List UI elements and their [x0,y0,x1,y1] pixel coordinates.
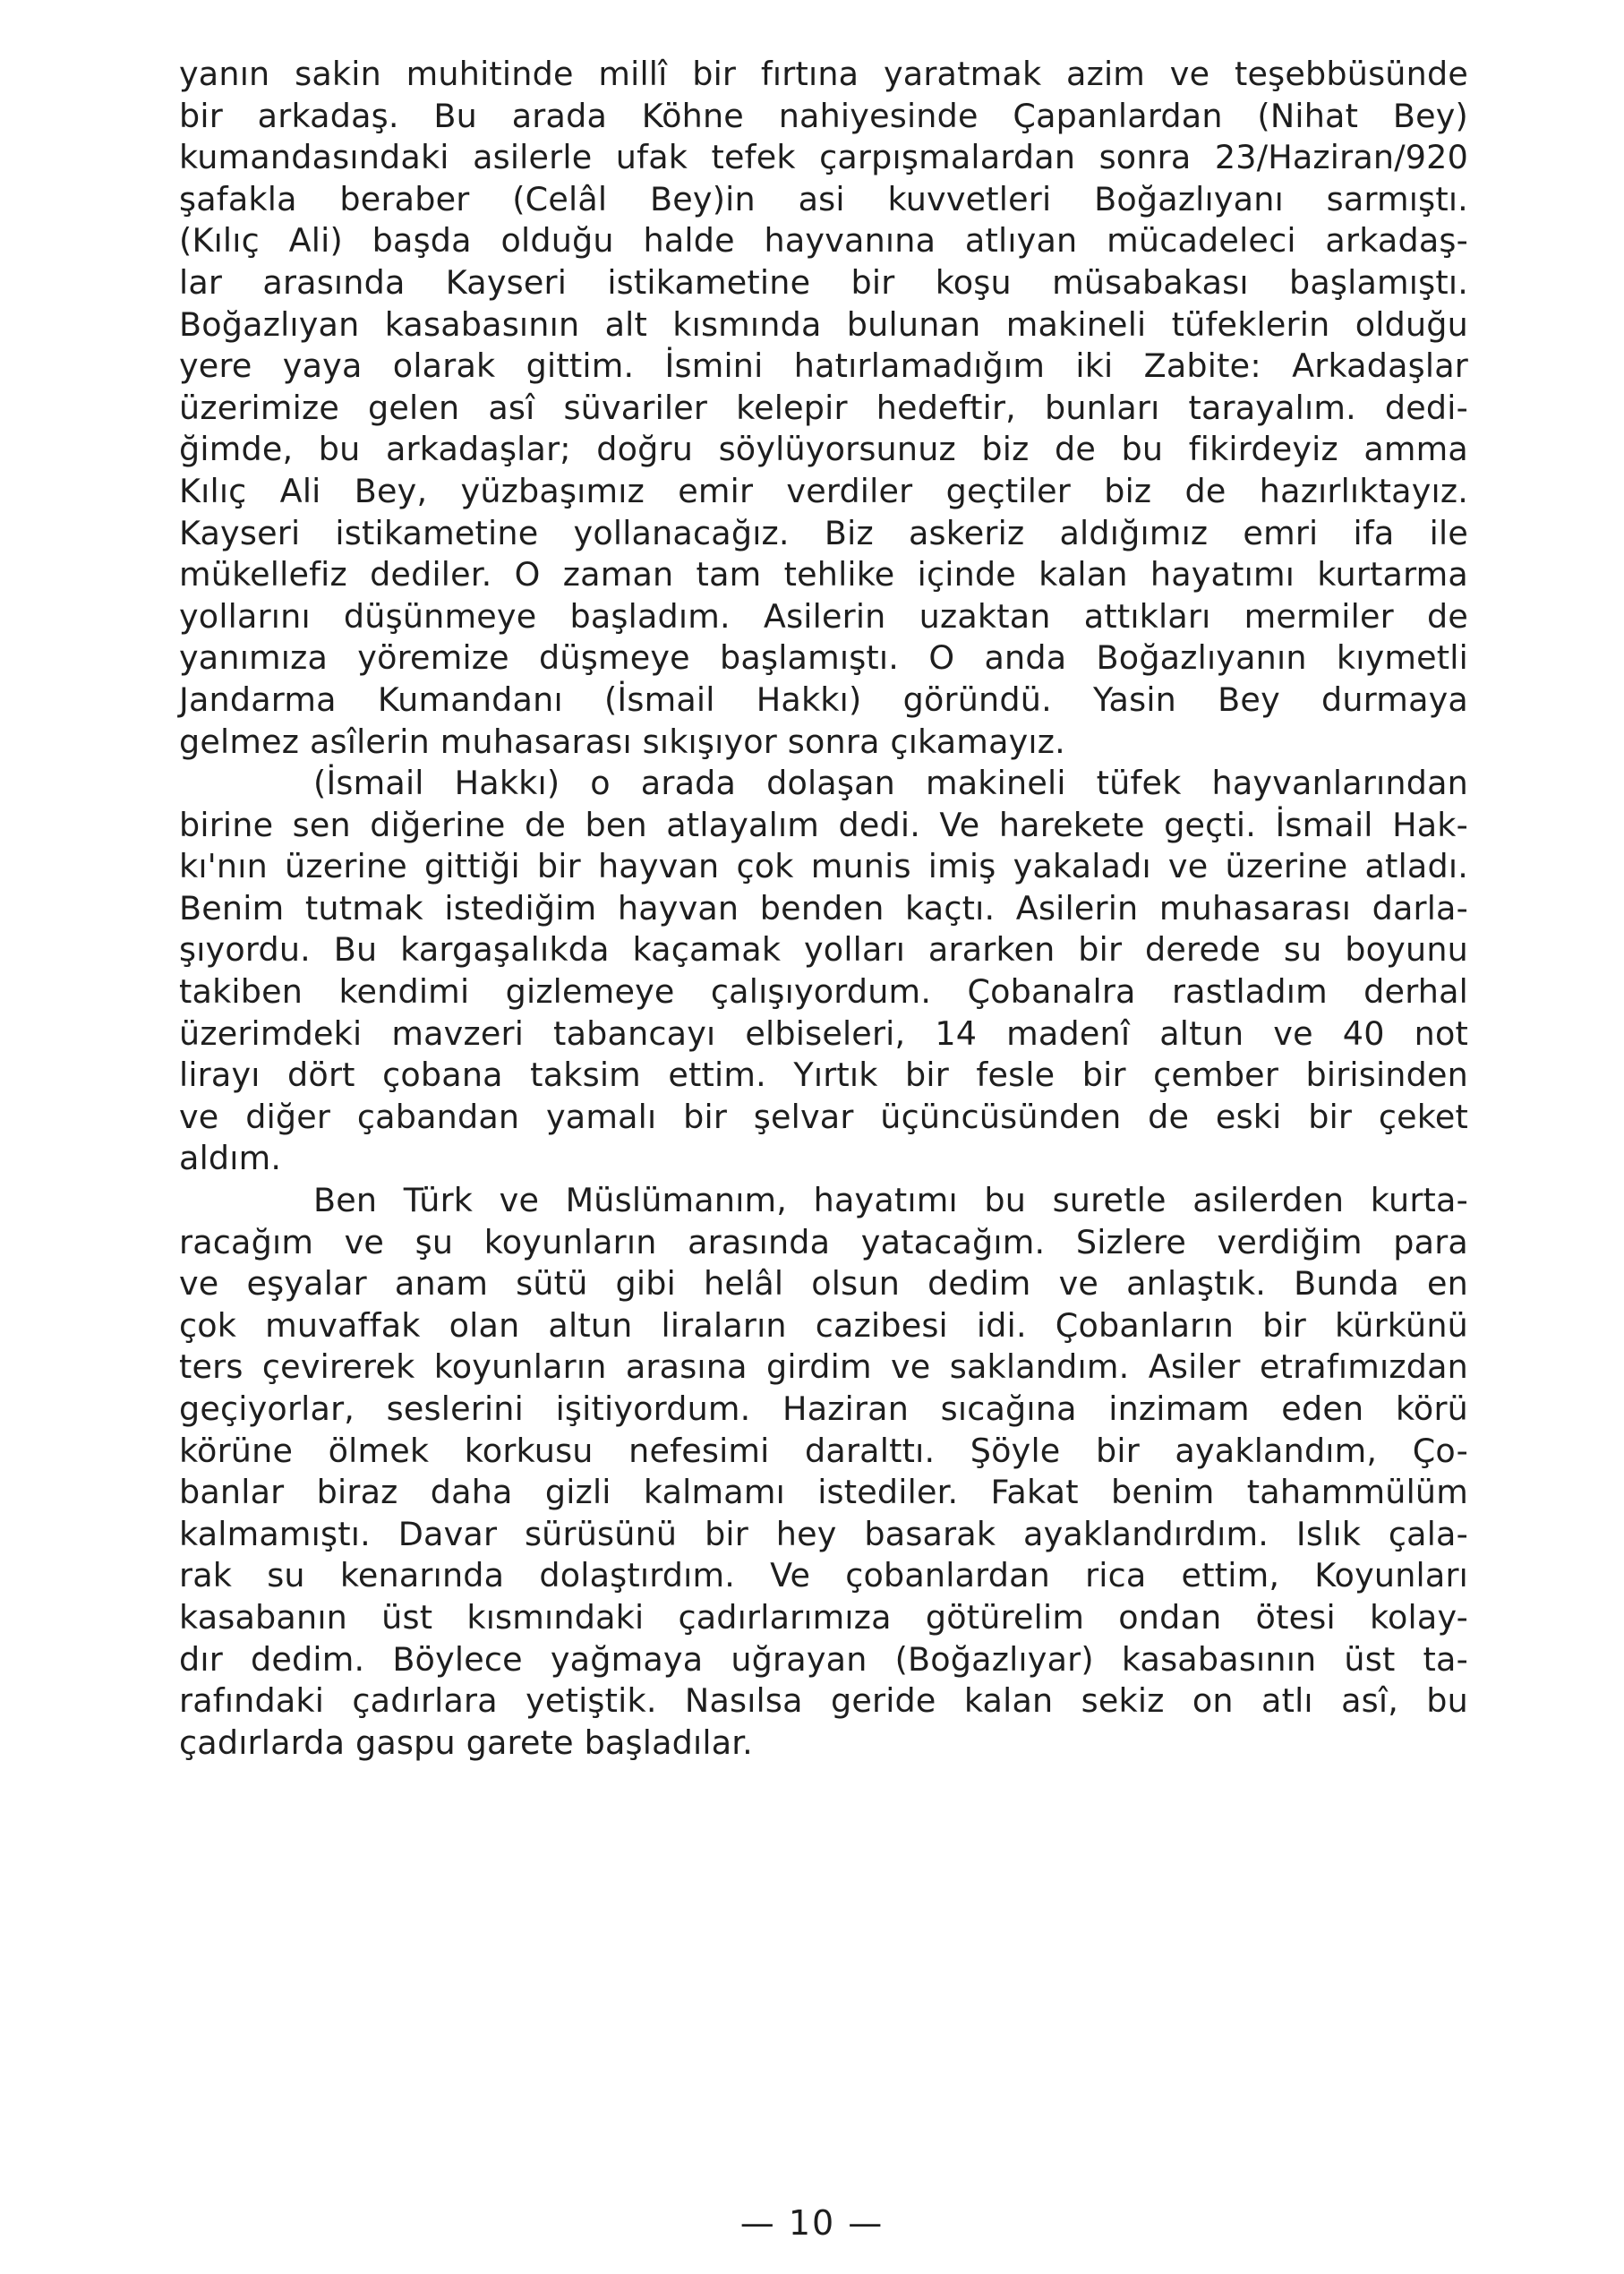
text-line: yanın sakin muhitinde millî bir fırtına yaratmak azim ve teşebbüsünde [179,55,1468,93]
page-number: — 10 — [739,2203,885,2243]
document-page [179,54,1468,1764]
text-line: kasabanın üst kısmındaki çadırlarımıza götürelim ondan ötesi kolay- [179,1597,1468,1637]
text-line: ğimde, bu arkadaşlar; doğru söylüyorsunuz biz de bu fikirdeyiz amma [179,430,1468,469]
text-line: ve eşyalar anam sütü gibi helâl olsun dedim ve anlaştık. Bunda en [179,1264,1468,1304]
text-line: şıyordu. Bu kargaşalıkda kaçamak yolları ararken bir derede su boyunu [179,930,1468,970]
text-line: Boğazlıyan kasabasının alt kısmında bulunan makineli tüfeklerin olduğu [179,304,1468,344]
paragraph [179,1180,1468,1764]
text-line: körüne ölmek korkusu nefesimi daralttı. Şöyle bir ayaklandım, Ço- [179,1431,1468,1470]
paragraph [179,54,1468,763]
text-line: Kayseri istikametine yollanacağız. Biz askeriz aldığımız emri ifa ile [179,513,1468,552]
text-line: yere yaya olarak gittim. İsmini hatırlamadığım iki Zabite: Arkadaşlar [179,346,1468,386]
text-line: gelmez asîlerin muhasarası sıkışıyor sonra çıkamayız. [179,722,1065,761]
text-line: dır dedim. Böylece yağmaya uğrayan (Boğazlıyar) kasabasının üst ta- [179,1639,1468,1679]
text-line: banlar biraz daha gizli kalmamı istediler. Fakat benim tahammülüm [179,1473,1468,1512]
text-line: birine sen diğerine de ben atlayalım dedi. Ve harekete geçti. İsmail Hak- [179,805,1468,844]
text-line: geçiyorlar, seslerini işitiyordum. Haziran sıcağına inzimam eden körü [179,1389,1468,1428]
text-line: lirayı dört çobana taksim ettim. Yırtık bir fesle bir çember birisinden [179,1056,1468,1095]
text-line: racağım ve şu koyunların arasında yatacağım. Sizlere verdiğim para [179,1222,1468,1261]
text-line: (İsmail Hakkı) o arada dolaşan makineli tüfek hayvanlarından [313,764,1468,803]
text-line: şafakla beraber (Celâl Bey)in asi kuvvetleri Boğazlıyanı sarmıştı. [179,179,1468,218]
text-line: üzerimdeki mavzeri tabancayı elbiseleri, 14 madenî altun ve 40 not [179,1013,1468,1053]
text-line: lar arasında Kayseri istikametine bir koşu müsabakası başlamıştı. [179,262,1468,302]
text-line: takiben kendimi gizlemeye çalışıyordum. Çobanalra rastladım derhal [179,972,1468,1012]
text-line: çok muvaffak olan altun liraların cazibesi idi. Çobanların bir kürkünü [179,1305,1468,1345]
text-line: Benim tutmak istediğim hayvan benden kaçtı. Asilerin muhasarası darla- [179,888,1468,928]
text-line: (Kılıç Ali) başda olduğu halde hayvanına atlıyan mücadeleci arkadaş- [179,221,1468,261]
text-line: aldım. [179,1139,282,1178]
text-line: ve diğer çabandan yamalı bir şelvar üçüncüsünden de eski bir çeket [179,1097,1468,1136]
text-line: üzerimize gelen asî süvariler kelepir hedeftir, bunları tarayalım. dedi- [179,388,1468,427]
paragraph [179,763,1468,1180]
text-line: çadırlarda gaspu garete başladılar. [179,1723,753,1762]
text-line: bir arkadaş. Bu arada Köhne nahiyesinde Çapanlardan (Nihat Bey) [179,96,1468,135]
text-line: Ben Türk ve Müslümanım, hayatımı bu suretle asilerden kurta- [313,1181,1468,1220]
text-line: kalmamıştı. Davar sürüsünü bir hey basarak ayaklandırdım. Islık çala- [179,1514,1468,1553]
text-line: kumandasındaki asilerle ufak tefek çarpışmalardan sonra 23/Haziran/920 [179,138,1468,177]
text-line: mükellefiz dediler. O zaman tam tehlike içinde kalan hayatımı kurtarma [179,555,1468,594]
text-line: kı'nın üzerine gittiği bir hayvan çok munis imiş yakaladı ve üzerine atladı. [179,847,1468,886]
text-line: rak su kenarında dolaştırdım. Ve çobanlardan rica ettim, Koyunları [179,1556,1468,1595]
text-line: yanımıza yöremize düşmeye başlamıştı. O anda Boğazlıyanın kıymetli [179,638,1468,678]
document-body [179,54,1468,1764]
text-line: rafındaki çadırlara yetiştik. Nasılsa geride kalan sekiz on atlı asî, bu [179,1681,1468,1721]
text-line: Jandarma Kumandanı (İsmail Hakkı) göründü. Yasin Bey durmaya [179,680,1468,719]
text-line: Kılıç Ali Bey, yüzbaşımız emir verdiler geçtiler biz de hazırlıktayız. [179,471,1468,510]
text-line: ters çevirerek koyunların arasına girdim ve saklandım. Asiler etrafımızdan [179,1347,1468,1387]
text-line: yollarını düşünmeye başladım. Asilerin uzaktan attıkları mermiler de [179,596,1468,636]
